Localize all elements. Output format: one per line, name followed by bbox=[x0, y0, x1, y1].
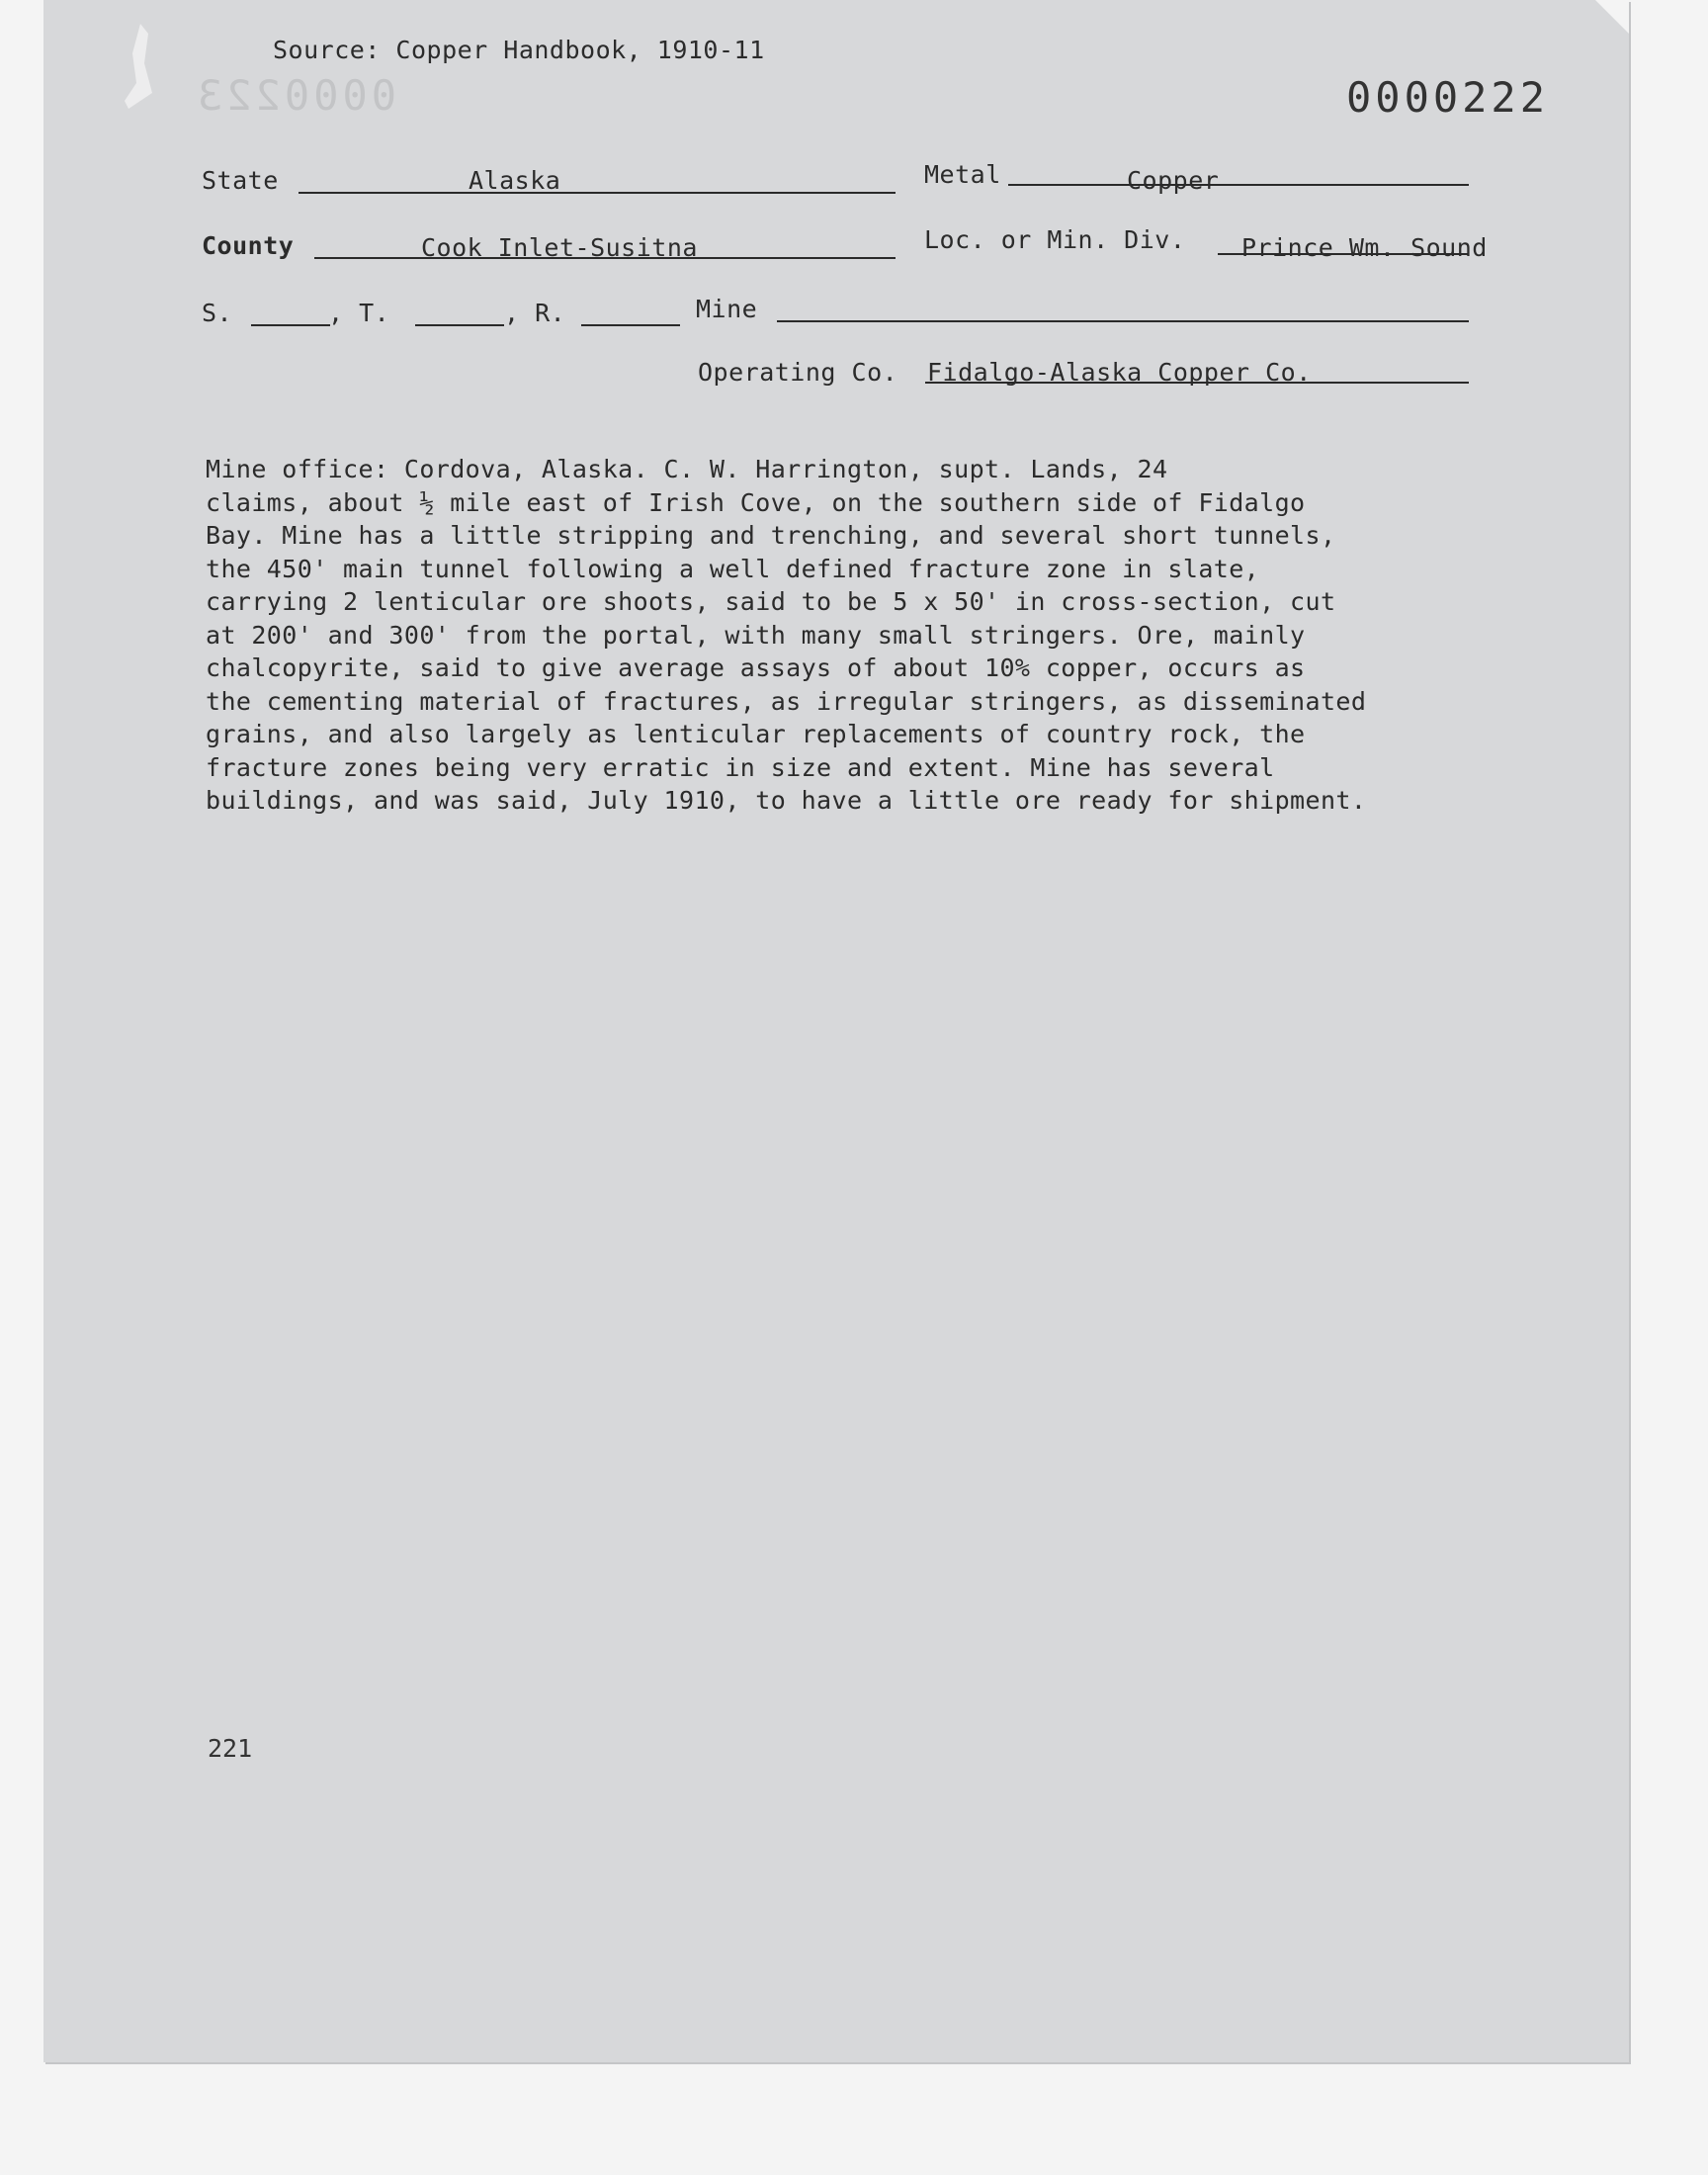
body-line: carrying 2 lenticular ore shoots, said to be 5 x 50' in cross-section, cut bbox=[206, 587, 1336, 616]
section-label: S. bbox=[202, 299, 233, 327]
body-line: buildings, and was said, July 1910, to have a little ore ready for shipment. bbox=[206, 786, 1367, 815]
loc-label: Loc. or Min. Div. bbox=[924, 225, 1186, 254]
metal-value: Copper bbox=[1127, 166, 1220, 195]
description-paragraph bbox=[206, 453, 1520, 818]
loc-value: Prince Wm. Sound bbox=[1241, 233, 1488, 262]
ghost-number: 0000223 bbox=[194, 71, 397, 120]
state-value: Alaska bbox=[469, 166, 561, 195]
body-line: the cementing material of fractures, as irregular stringers, as disseminated bbox=[206, 686, 1367, 716]
county-label: County bbox=[202, 231, 295, 260]
township-rule bbox=[415, 324, 504, 326]
metal-label: Metal bbox=[924, 160, 1001, 189]
body-line: Bay. Mine has a little stripping and trenching, and several short tunnels, bbox=[206, 521, 1336, 550]
tear-mark-icon bbox=[119, 24, 158, 113]
body-line: grains, and also largely as lenticular replacements of country rock, the bbox=[206, 720, 1306, 748]
range-rule bbox=[581, 324, 680, 326]
township-label: , T. bbox=[328, 299, 390, 327]
body-line: the 450' main tunnel following a well defined fracture zone in slate, bbox=[206, 554, 1260, 583]
folded-corner bbox=[1595, 0, 1629, 34]
state-rule bbox=[299, 192, 896, 194]
state-label: State bbox=[202, 166, 279, 195]
index-card bbox=[43, 0, 1629, 2062]
mine-rule bbox=[777, 320, 1469, 322]
metal-rule bbox=[1008, 184, 1469, 186]
body-line: claims, about ½ mile east of Irish Cove, on the southern side of Fidalgo bbox=[206, 487, 1306, 517]
mine-label: Mine bbox=[696, 295, 758, 323]
body-line: at 200' and 300' from the portal, with many small stringers. Ore, mainly bbox=[206, 620, 1306, 650]
section-rule bbox=[251, 324, 330, 326]
body-line: fracture zones being very erratic in size and extent. Mine has several bbox=[206, 752, 1275, 782]
operating-value: Fidalgo-Alaska Copper Co. bbox=[927, 358, 1312, 387]
county-value: Cook Inlet-Susitna bbox=[421, 233, 698, 262]
source-line: Source: Copper Handbook, 1910-11 bbox=[273, 36, 765, 64]
range-label: , R. bbox=[504, 299, 566, 327]
body-line: chalcopyrite, said to give average assays of about 10% copper, occurs as bbox=[206, 653, 1306, 682]
document-number: 0000222 bbox=[1346, 73, 1550, 122]
body-line: Mine office: Cordova, Alaska. C. W. Harrington, supt. Lands, 24 bbox=[206, 455, 1168, 483]
operating-label: Operating Co. bbox=[698, 358, 898, 387]
page-number: 221 bbox=[208, 1734, 253, 1763]
